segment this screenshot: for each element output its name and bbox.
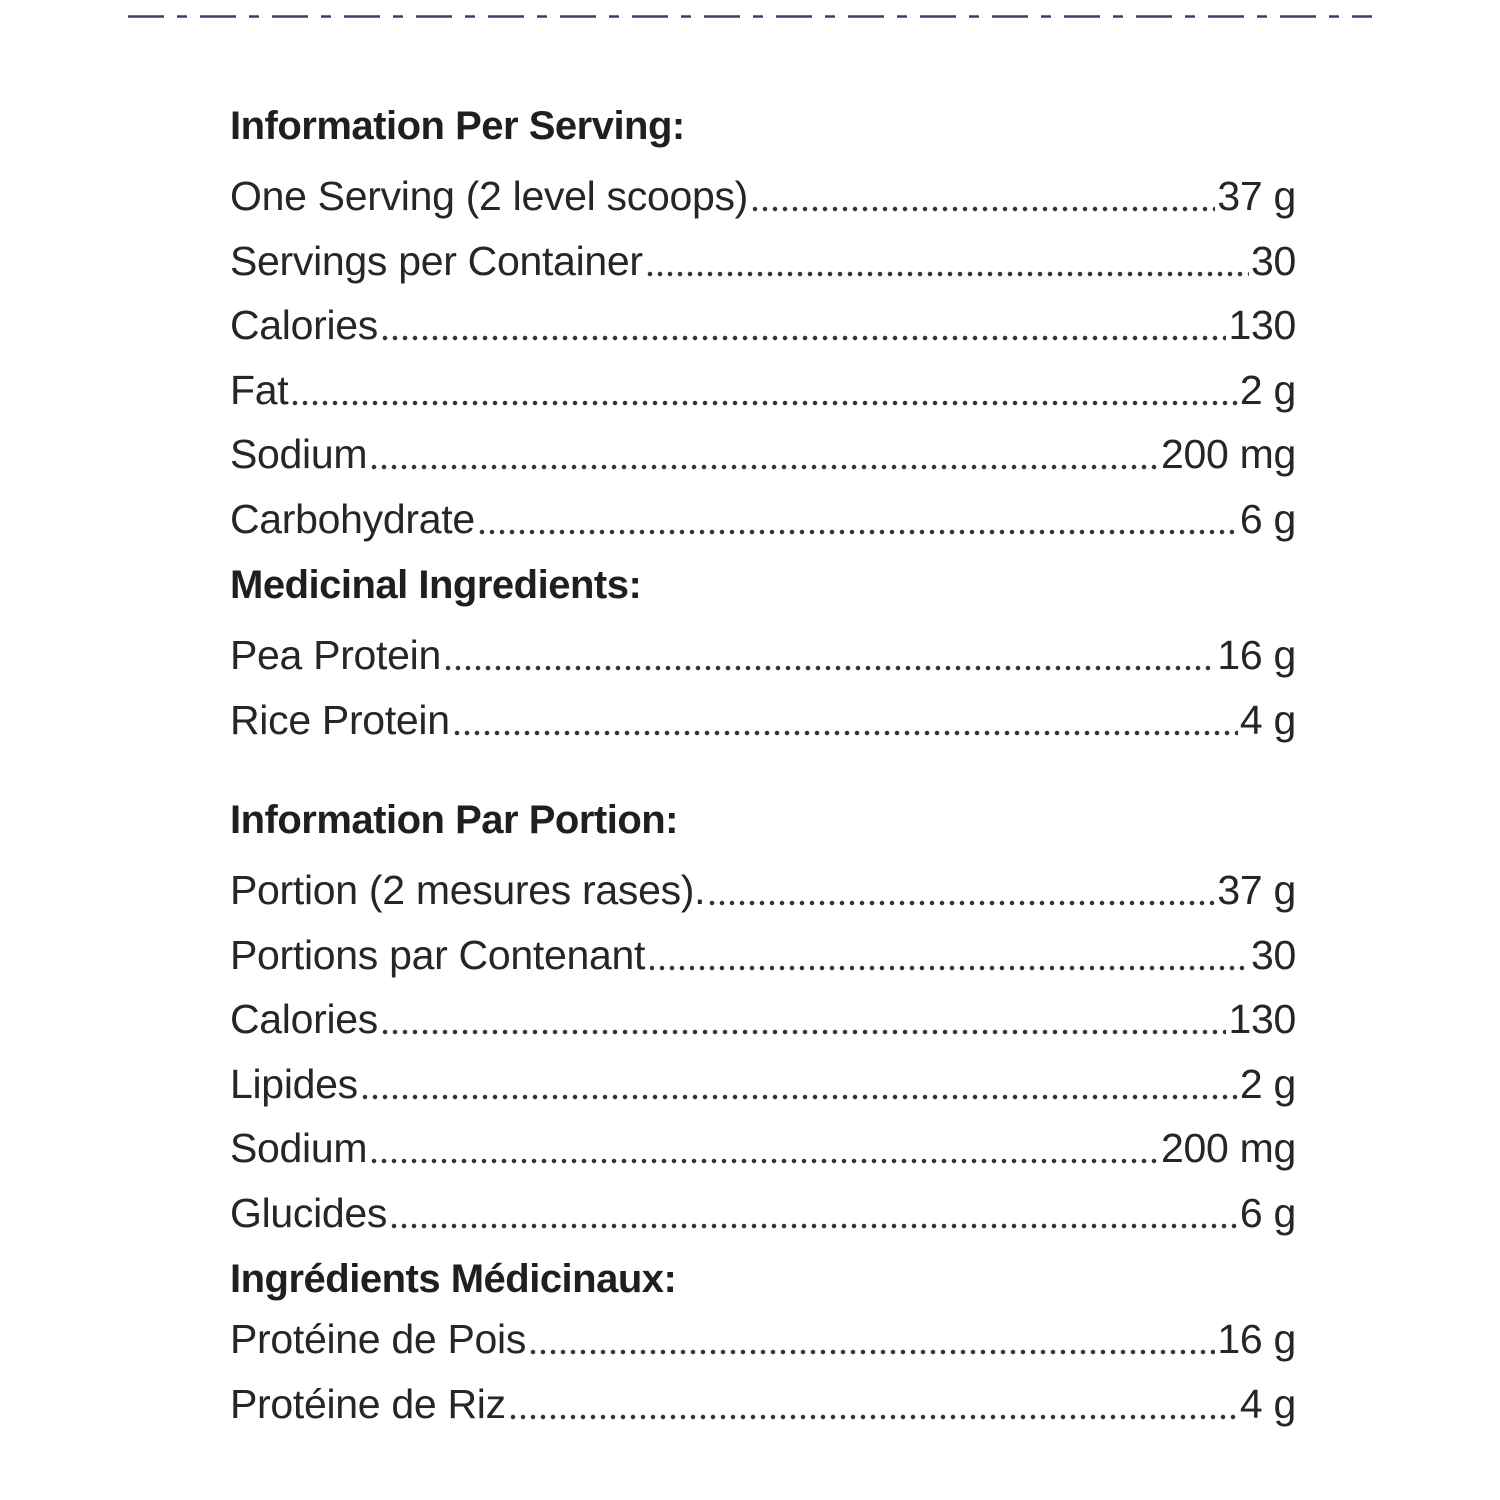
row-value: 30 [1250, 931, 1296, 978]
row-value: 6 g [1239, 495, 1296, 542]
row-label: Sodium [230, 1125, 368, 1171]
row-portion [230, 858, 1296, 923]
row-glucides [230, 1181, 1296, 1246]
heading-ingredients-medicinaux: Ingrédients Médicinaux: [230, 1257, 677, 1301]
row-label: Rice Protein [230, 696, 450, 743]
row-value: 16 g [1217, 632, 1296, 678]
row-value: 130 [1228, 302, 1296, 348]
dot-leader [477, 496, 1238, 536]
row-value: 37 g [1217, 173, 1296, 219]
row-label: Calories [230, 996, 378, 1042]
row-value: 200 mg [1161, 431, 1296, 477]
dot-leader [443, 632, 1215, 672]
row-proteine-de-riz [230, 1372, 1296, 1437]
dot-leader [452, 697, 1238, 737]
row-sodium [230, 422, 1296, 487]
row-pea-protein [230, 623, 1296, 688]
row-label: Fat [230, 366, 289, 413]
dashed-rule-graphic [128, 15, 1372, 18]
row-calories [230, 293, 1296, 358]
heading-information-par-portion: Information Par Portion: [230, 798, 678, 842]
row-value: 2 g [1239, 1060, 1296, 1107]
row-label: Pea Protein [230, 632, 441, 678]
dot-leader [380, 302, 1226, 342]
top-dashed-rule [128, 15, 1372, 18]
spacer [230, 154, 1296, 164]
dot-leader [369, 1125, 1159, 1165]
section-spacer [230, 752, 1296, 792]
row-value: 130 [1228, 996, 1296, 1042]
row-label: One Serving (2 level scoops) [230, 173, 749, 219]
row-carbohydrate [230, 487, 1296, 552]
row-value: 4 g [1239, 696, 1296, 743]
heading-information-per-serving: Information Per Serving: [230, 104, 685, 148]
row-value: 30 [1250, 237, 1296, 284]
row-rice-protein [230, 688, 1296, 753]
dot-leader [290, 367, 1238, 407]
row-servings-per-container [230, 229, 1296, 294]
spacer [230, 613, 1296, 623]
dot-leader [508, 1381, 1238, 1421]
row-one-serving [230, 164, 1296, 229]
row-label: Calories [230, 302, 378, 348]
row-value: 200 mg [1161, 1125, 1296, 1171]
row-label: Carbohydrate [230, 495, 475, 542]
row-fat [230, 358, 1296, 423]
row-value: 16 g [1217, 1316, 1296, 1362]
dot-leader [707, 867, 1215, 907]
row-label: Sodium [230, 431, 368, 477]
supplement-facts-panel [230, 98, 1296, 1436]
row-sodium-fr [230, 1116, 1296, 1181]
dot-leader [389, 1190, 1238, 1230]
row-label: Protéine de Riz [230, 1380, 506, 1427]
dot-leader [647, 932, 1249, 972]
row-value: 37 g [1217, 867, 1296, 913]
row-label: Servings per Container [230, 237, 643, 284]
row-value: 4 g [1239, 1380, 1296, 1427]
dot-leader [360, 1061, 1238, 1101]
row-value: 2 g [1239, 366, 1296, 413]
spacer [230, 848, 1296, 858]
row-calories-fr [230, 987, 1296, 1052]
row-portions-par-contenant [230, 923, 1296, 988]
row-lipides [230, 1052, 1296, 1117]
dot-leader [750, 173, 1215, 213]
dot-leader [528, 1316, 1215, 1356]
row-label: Protéine de Pois [230, 1316, 527, 1362]
dot-leader [645, 238, 1249, 278]
row-label: Portion (2 mesures rases). [230, 867, 706, 913]
row-label: Glucides [230, 1189, 388, 1236]
row-proteine-de-pois [230, 1307, 1296, 1372]
dot-leader [369, 431, 1159, 471]
row-label: Lipides [230, 1060, 358, 1107]
dot-leader [380, 996, 1226, 1036]
heading-medicinal-ingredients: Medicinal Ingredients: [230, 563, 642, 607]
row-label: Portions par Contenant [230, 931, 646, 978]
row-value: 6 g [1239, 1189, 1296, 1236]
